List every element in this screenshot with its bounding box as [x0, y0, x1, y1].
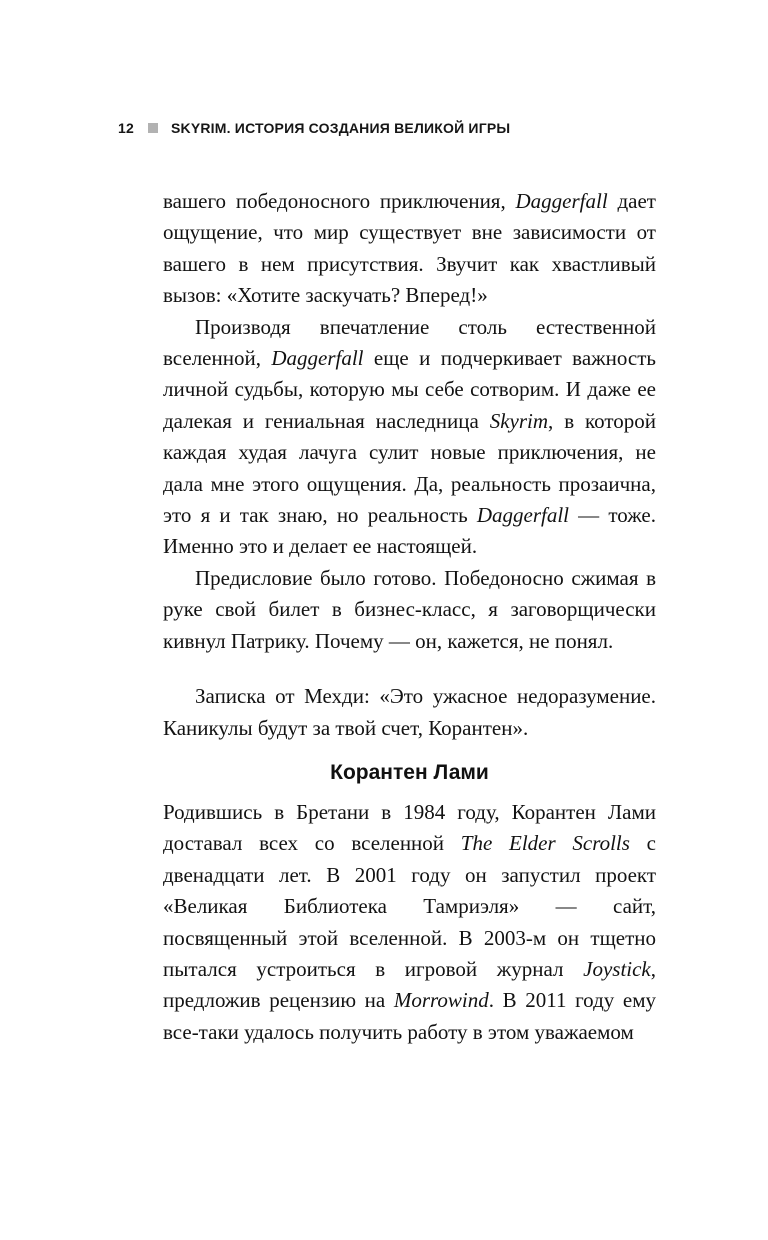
game-title-italic: Joystick — [583, 956, 651, 981]
paragraph — [163, 681, 656, 744]
page-number: 12 — [118, 120, 134, 136]
game-title-italic: Skyrim — [489, 408, 549, 433]
game-title-italic: Daggerfall — [271, 346, 364, 371]
text-content — [163, 186, 656, 1048]
text-run: — тоже. Именно это и делает ее настоящей. — [163, 503, 656, 559]
text-run: с двенадцати лет. В 2001 году он запустил проект «Великая Библиотека Тамриэля» — сайт, посвященный этой вселенной. В 2003-м он тщетно пытался устроиться в игровой журнал — [163, 831, 656, 981]
paragraph — [163, 186, 656, 312]
text-run: еще и подчеркивает важность личной судьбы, которую мы себе сотворим. И даже ее далекая и гениальная наследница — [163, 346, 656, 433]
game-title-italic: Daggerfall — [515, 189, 608, 213]
section-heading: Корантен Лами — [330, 760, 489, 784]
text-run: Записка от Мехди: «Это ужасное недоразумение. Каникулы будут за твой счет, Корантен». — [163, 684, 656, 740]
square-bullet-icon — [148, 123, 158, 133]
text-run: , предложив рецензию на — [163, 956, 656, 1013]
paragraph — [163, 797, 656, 1048]
running-title: SKYRIM. ИСТОРИЯ СОЗДАНИЯ ВЕЛИКОЙ ИГРЫ — [170, 120, 511, 136]
text-run: Производя впечатление столь естественной вселенной, — [163, 314, 656, 371]
text-run: Родившись в Бретани в 1984 году, Корантен Лами доставал всех со вселенной — [163, 799, 656, 856]
text-run: Предисловие было готово. Победоносно сжимая в руке свой билет в бизнес-класс, я заговорщически кивнул Патрику. Почему — он, кажется, не понял. — [163, 565, 656, 653]
text-run: дает ощущение, что мир существует вне зависимости от вашего в нем присутствия. Звучит как хвастливый вызов: «Хотите заскучать? Вперед!» — [163, 189, 656, 308]
text-run: . В 2011 году ему все-таки удалось получить работу в этом уважаемом — [163, 988, 656, 1044]
paragraph — [163, 563, 656, 657]
paragraph — [163, 312, 656, 563]
text-run: вашего победоносного приключения, — [163, 189, 516, 213]
game-title-italic: Daggerfall — [476, 503, 570, 528]
game-title-italic: The Elder Scrolls — [460, 831, 630, 856]
running-header — [118, 120, 510, 136]
text-run: , в которой каждая худая лачуга сулит новые приключения, не дала мне этого ощущения. Да, реальность прозаична, это я и так знаю, но реальность — [163, 408, 656, 528]
game-title-italic: Morrowind — [393, 988, 489, 1013]
